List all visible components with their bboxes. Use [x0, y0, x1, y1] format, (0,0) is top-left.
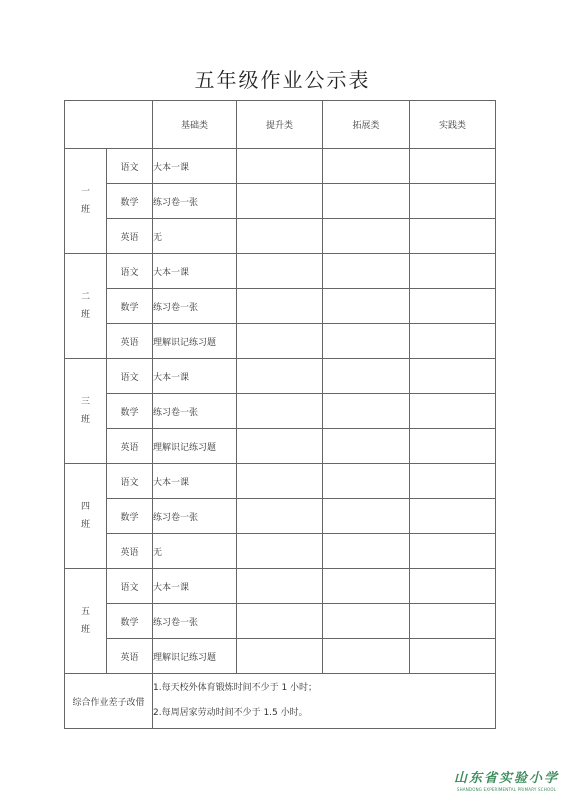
improve-cell	[237, 534, 323, 569]
reform-note-line: 1.每天校外体育锻炼时间不少于 1 小时；	[153, 683, 318, 693]
table-row	[65, 184, 496, 219]
subject-cell: 数学	[107, 184, 153, 219]
class-label-char: 二	[80, 292, 90, 302]
subject-cell: 语文	[107, 359, 153, 394]
school-name-cn: 山东省实验小学	[453, 771, 559, 786]
practice-cell	[410, 184, 496, 219]
practice-cell	[410, 394, 496, 429]
subject-cell: 语文	[107, 254, 153, 289]
improve-cell	[237, 184, 323, 219]
improve-cell	[237, 324, 323, 359]
improve-cell	[237, 219, 323, 254]
subject-cell: 数学	[107, 499, 153, 534]
basic-homework-cell: 大本一课	[153, 464, 237, 499]
table-row	[65, 324, 496, 359]
practice-cell	[410, 604, 496, 639]
subject-cell: 数学	[107, 289, 153, 324]
class-label-char: 班	[80, 310, 90, 320]
class-label-char: 班	[80, 625, 90, 635]
school-logo	[454, 767, 559, 792]
basic-homework-cell: 大本一课	[153, 569, 237, 604]
improve-cell	[237, 254, 323, 289]
improve-cell	[237, 429, 323, 464]
practice-cell	[410, 429, 496, 464]
header-blank-cell	[65, 101, 153, 149]
table-row	[65, 254, 496, 289]
school-name-en: SHANDONG EXPERIMENTAL PRIMARY SCHOOL	[456, 787, 557, 792]
header-practice: 实践类	[410, 101, 496, 149]
basic-homework-cell: 大本一课	[153, 149, 237, 184]
class-label-cell	[65, 149, 107, 254]
improve-cell	[237, 604, 323, 639]
expand-cell	[323, 394, 410, 429]
expand-cell	[323, 219, 410, 254]
table-row	[65, 464, 496, 499]
expand-cell	[323, 289, 410, 324]
class-label-char: 班	[80, 520, 90, 530]
practice-cell	[410, 149, 496, 184]
class-label-char: 一	[80, 187, 90, 197]
class-label-char: 班	[80, 205, 90, 215]
expand-cell	[323, 254, 410, 289]
practice-cell	[410, 534, 496, 569]
table-row	[65, 429, 496, 464]
improve-cell	[237, 149, 323, 184]
homework-table	[64, 100, 496, 729]
basic-homework-cell: 大本一课	[153, 254, 237, 289]
subject-cell: 语文	[107, 464, 153, 499]
improve-cell	[237, 359, 323, 394]
reform-notes	[153, 674, 496, 729]
subject-cell: 数学	[107, 604, 153, 639]
expand-cell	[323, 534, 410, 569]
practice-cell	[410, 464, 496, 499]
basic-homework-cell: 练习卷一张	[153, 184, 237, 219]
class-label-char: 班	[80, 415, 90, 425]
table-row	[65, 219, 496, 254]
reform-label: 综合作业差子改借	[65, 674, 153, 729]
subject-cell: 英语	[107, 324, 153, 359]
header-basic: 基础类	[153, 101, 237, 149]
expand-cell	[323, 429, 410, 464]
practice-cell	[410, 569, 496, 604]
table-row	[65, 499, 496, 534]
practice-cell	[410, 219, 496, 254]
reform-row	[65, 674, 496, 729]
table-row	[65, 534, 496, 569]
table-row	[65, 394, 496, 429]
expand-cell	[323, 464, 410, 499]
subject-cell: 数学	[107, 394, 153, 429]
header-row	[65, 101, 496, 149]
improve-cell	[237, 499, 323, 534]
page-title: 五年级作业公示表	[194, 68, 371, 92]
expand-cell	[323, 604, 410, 639]
class-label-cell	[65, 464, 107, 569]
expand-cell	[323, 639, 410, 674]
basic-homework-cell: 无	[153, 219, 237, 254]
table-row	[65, 569, 496, 604]
improve-cell	[237, 289, 323, 324]
practice-cell	[410, 289, 496, 324]
basic-homework-cell: 大本一课	[153, 359, 237, 394]
class-label-cell	[65, 254, 107, 359]
basic-homework-cell: 练习卷一张	[153, 394, 237, 429]
practice-cell	[410, 499, 496, 534]
basic-homework-cell: 练习卷一张	[153, 499, 237, 534]
basic-homework-cell: 练习卷一张	[153, 289, 237, 324]
expand-cell	[323, 324, 410, 359]
basic-homework-cell: 理解识记练习题	[153, 324, 237, 359]
basic-homework-cell: 无	[153, 534, 237, 569]
improve-cell	[237, 639, 323, 674]
table-row	[65, 639, 496, 674]
table-row	[65, 289, 496, 324]
practice-cell	[410, 639, 496, 674]
expand-cell	[323, 149, 410, 184]
practice-cell	[410, 359, 496, 394]
subject-cell: 语文	[107, 149, 153, 184]
improve-cell	[237, 569, 323, 604]
improve-cell	[237, 394, 323, 429]
subject-cell: 英语	[107, 219, 153, 254]
header-improve: 提升类	[237, 101, 323, 149]
expand-cell	[323, 499, 410, 534]
class-label-char: 三	[80, 397, 90, 407]
class-label-cell	[65, 569, 107, 674]
practice-cell	[410, 324, 496, 359]
subject-cell: 英语	[107, 639, 153, 674]
reform-note-line: 2.每周居家劳动时间不少于 1.5 小时。	[153, 708, 308, 718]
subject-cell: 英语	[107, 429, 153, 464]
class-label-char: 四	[80, 502, 90, 512]
class-label-char: 五	[80, 607, 90, 617]
class-label-cell	[65, 359, 107, 464]
basic-homework-cell: 练习卷一张	[153, 604, 237, 639]
basic-homework-cell: 理解识记练习题	[153, 429, 237, 464]
subject-cell: 英语	[107, 534, 153, 569]
improve-cell	[237, 464, 323, 499]
header-expand: 拓展类	[323, 101, 410, 149]
practice-cell	[410, 254, 496, 289]
expand-cell	[323, 569, 410, 604]
table-row	[65, 149, 496, 184]
subject-cell: 语文	[107, 569, 153, 604]
basic-homework-cell: 理解识记练习题	[153, 639, 237, 674]
expand-cell	[323, 184, 410, 219]
table-row	[65, 604, 496, 639]
expand-cell	[323, 359, 410, 394]
table-row	[65, 359, 496, 394]
